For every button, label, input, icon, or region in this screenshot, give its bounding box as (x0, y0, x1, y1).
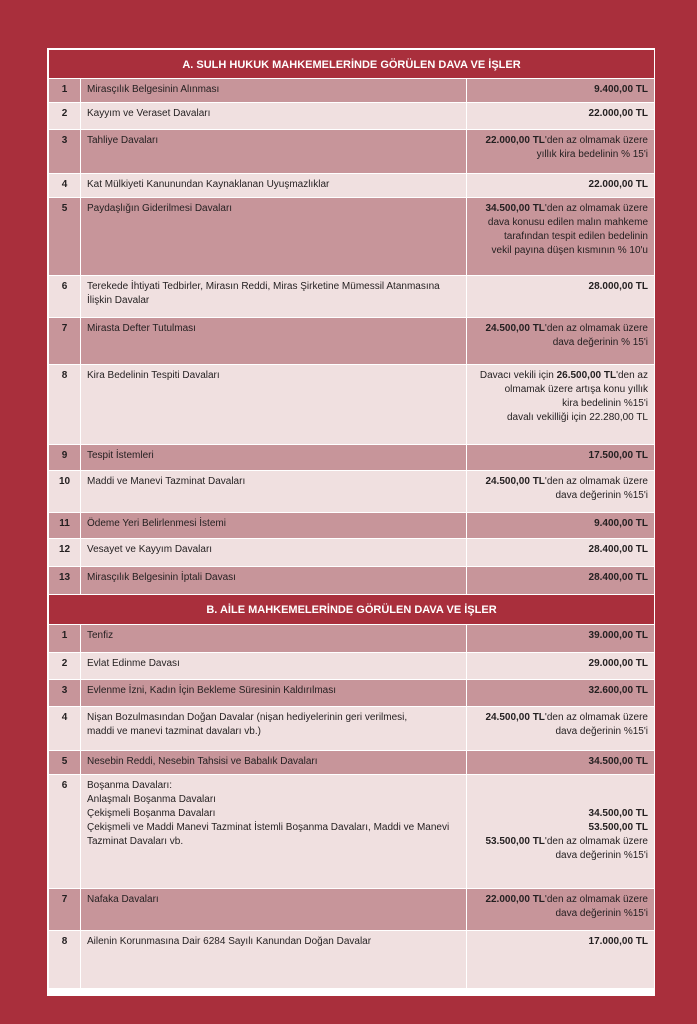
description-line: Vesayet ve Kayyım Davaları (87, 544, 213, 555)
table-row (49, 174, 655, 198)
amount-line (473, 83, 648, 97)
fee-schedule-page (47, 48, 655, 996)
amount-value: 28.000,00 TL (588, 281, 648, 292)
description-line: Nafaka Davaları (87, 894, 159, 905)
table-row (49, 653, 655, 680)
amount-line (473, 411, 648, 425)
table-row (49, 625, 655, 653)
amount-note: vekil payına düşen kısmının % 10'u (491, 245, 648, 256)
amount-line (473, 397, 648, 411)
case-description (81, 79, 467, 103)
row-number: 7 (49, 889, 81, 931)
row-number: 3 (49, 130, 81, 174)
section-title: A. SULH HUKUK MAHKEMELERİNDE GÖRÜLEN DAVA VE İŞLER (49, 50, 655, 79)
amount-line (473, 517, 648, 531)
amount-line (473, 657, 648, 671)
amount-value: 9.400,00 TL (594, 84, 648, 95)
amount-line (473, 755, 648, 769)
amount-value: 29.000,00 TL (588, 658, 648, 669)
table-row (49, 445, 655, 471)
amount-note: dava değerinin %15'i (555, 490, 648, 501)
amount-line (473, 383, 648, 397)
description-line: Anlaşmalı Boşanma Davaları (87, 794, 216, 805)
amount-value: 9.400,00 TL (594, 518, 648, 529)
amount-value: 34.500,00 TL (588, 808, 648, 819)
row-number: 11 (49, 513, 81, 539)
fee-amount (467, 513, 655, 539)
description-line: Nesebin Reddi, Nesebin Tahsisi ve Babalık Davaları (87, 756, 318, 767)
description-line: Boşanma Davaları: (87, 780, 173, 791)
section-header (49, 50, 655, 79)
description-line: Tazminat Davaları vb. (87, 836, 184, 847)
case-description (81, 445, 467, 471)
amount-line (473, 629, 648, 643)
amount-value: 22.000,00 TL (485, 894, 545, 905)
case-description (81, 775, 467, 889)
amount-line (473, 711, 648, 725)
amount-note: 'den az olmamak üzere (544, 203, 648, 214)
description-line: Evlenme İzni, Kadın İçin Bekleme Süresinin Kaldırılması (87, 685, 336, 696)
amount-line (473, 807, 648, 821)
fee-amount (467, 539, 655, 567)
amount-note: tarafından tespit edilen bedelinin (504, 231, 648, 242)
amount-note: dava konusu edilen malın mahkeme (487, 217, 648, 228)
amount-line (473, 336, 648, 350)
amount-value: 24.500,00 TL (485, 476, 545, 487)
table-row (49, 931, 655, 989)
description-line: Evlat Edinme Davası (87, 658, 180, 669)
amount-line (473, 935, 648, 949)
description-line: Terekede İhtiyati Tedbirler, Mirasın Reddi, Miras Şirketine Mümessil Atanmasına (87, 281, 440, 292)
row-number: 7 (49, 318, 81, 365)
table-row (49, 103, 655, 130)
description-line: Ödeme Yeri Belirlenmesi İstemi (87, 518, 226, 529)
table-row (49, 318, 655, 365)
case-description (81, 889, 467, 931)
amount-line (473, 369, 648, 383)
amount-note: yıllık kira bedelinin % 15'i (536, 149, 648, 160)
fee-amount (467, 567, 655, 595)
amount-value: 53.500,00 TL (588, 822, 648, 833)
table-row (49, 751, 655, 775)
amount-line (473, 244, 648, 258)
amount-note: dava değerinin %15'i (555, 726, 648, 737)
description-line: Ailenin Korunmasına Dair 6284 Sayılı Kanundan Doğan Davalar (87, 936, 372, 947)
row-number: 1 (49, 79, 81, 103)
fee-table (48, 49, 655, 989)
fee-amount (467, 931, 655, 989)
fee-amount (467, 318, 655, 365)
amount-line (473, 178, 648, 192)
amount-note: dava değerinin %15'i (555, 850, 648, 861)
amount-line (473, 216, 648, 230)
fee-amount (467, 198, 655, 276)
fee-amount (467, 79, 655, 103)
amount-line (473, 849, 648, 863)
description-line: Mirasçılık Belgesinin Alınması (87, 84, 220, 95)
amount-line (473, 475, 648, 489)
amount-line (473, 148, 648, 162)
description-line: Tespit İstemleri (87, 450, 154, 461)
case-description (81, 365, 467, 445)
description-line: maddi ve manevi tazminat davaları vb.) (87, 726, 261, 737)
fee-amount (467, 471, 655, 513)
description-line: Mirasçılık Belgesinin İptali Davası (87, 572, 236, 583)
amount-note: 'den az olmamak üzere (544, 836, 648, 847)
row-number: 3 (49, 680, 81, 707)
case-description (81, 707, 467, 751)
amount-note: Davacı vekili için (479, 370, 557, 381)
amount-value: 22.000,00 TL (485, 135, 545, 146)
description-line: Çekişmeli Boşanma Davaları (87, 808, 216, 819)
fee-amount (467, 103, 655, 130)
description-line: Tenfiz (87, 630, 114, 641)
case-description (81, 513, 467, 539)
row-number: 9 (49, 445, 81, 471)
table-row (49, 513, 655, 539)
row-number: 1 (49, 625, 81, 653)
case-description (81, 130, 467, 174)
case-description (81, 539, 467, 567)
amount-line (473, 893, 648, 907)
amount-value: 24.500,00 TL (485, 712, 545, 723)
description-line: Maddi ve Manevi Tazminat Davaları (87, 476, 246, 487)
fee-amount (467, 775, 655, 889)
amount-line (473, 449, 648, 463)
amount-value: 22.000,00 TL (588, 179, 648, 190)
amount-value: 17.000,00 TL (588, 936, 648, 947)
amount-line (473, 779, 648, 793)
case-description (81, 625, 467, 653)
table-row (49, 539, 655, 567)
row-number: 5 (49, 751, 81, 775)
amount-note: kira bedelinin %15'i (562, 398, 648, 409)
table-row (49, 775, 655, 889)
table-row (49, 130, 655, 174)
case-description (81, 751, 467, 775)
case-description (81, 471, 467, 513)
description-line: Kira Bedelinin Tespiti Davaları (87, 370, 220, 381)
amount-line (473, 725, 648, 739)
case-description (81, 276, 467, 318)
amount-value: 24.500,00 TL (485, 323, 545, 334)
amount-value: 34.500,00 TL (588, 756, 648, 767)
table-row (49, 276, 655, 318)
description-line: Nişan Bozulmasından Doğan Davalar (nişan hediyelerinin geri verilmesi, (87, 712, 408, 723)
amount-value: 26.500,00 TL (556, 370, 617, 381)
fee-amount (467, 625, 655, 653)
amount-line (473, 134, 648, 148)
amount-line (473, 322, 648, 336)
amount-note: 'den az olmamak üzere (544, 476, 648, 487)
amount-value: 28.400,00 TL (588, 544, 648, 555)
amount-value: 17.500,00 TL (588, 450, 648, 461)
amount-note: 'den az olmamak üzere (544, 135, 648, 146)
row-number: 8 (49, 365, 81, 445)
description-line: Kayyım ve Veraset Davaları (87, 108, 211, 119)
case-description (81, 653, 467, 680)
table-row (49, 707, 655, 751)
amount-value: 28.400,00 TL (588, 572, 648, 583)
amount-value: 39.000,00 TL (588, 630, 648, 641)
amount-line (473, 202, 648, 216)
description-line: Paydaşlığın Giderilmesi Davaları (87, 203, 233, 214)
description-line: Mirasta Defter Tutulması (87, 323, 196, 334)
fee-amount (467, 751, 655, 775)
row-number: 10 (49, 471, 81, 513)
row-number: 6 (49, 775, 81, 889)
amount-note: 'den az olmamak üzere (544, 712, 648, 723)
amount-note: 'den az olmamak üzere (544, 323, 648, 334)
description-line: Çekişmeli ve Maddi Manevi Tazminat İstemli Boşanma Davaları, Maddi ve Manevi (87, 822, 450, 833)
amount-value: 22.000,00 TL (588, 108, 648, 119)
row-number: 5 (49, 198, 81, 276)
case-description (81, 567, 467, 595)
table-row (49, 471, 655, 513)
fee-amount (467, 680, 655, 707)
row-number: 6 (49, 276, 81, 318)
amount-line (473, 684, 648, 698)
amount-line (473, 543, 648, 557)
table-row (49, 680, 655, 707)
fee-amount (467, 130, 655, 174)
table-row (49, 567, 655, 595)
amount-note: dava değerinin % 15'i (552, 337, 648, 348)
case-description (81, 103, 467, 130)
amount-line (473, 907, 648, 921)
amount-note: dava değerinin %15'i (555, 908, 648, 919)
table-row (49, 79, 655, 103)
table-row (49, 198, 655, 276)
amount-note: 'den az (616, 370, 648, 381)
description-line: Kat Mülkiyeti Kanunundan Kaynaklanan Uyuşmazlıklar (87, 179, 330, 190)
amount-line (473, 793, 648, 807)
amount-line (473, 821, 648, 835)
fee-amount (467, 445, 655, 471)
fee-amount (467, 707, 655, 751)
case-description (81, 198, 467, 276)
row-number: 4 (49, 174, 81, 198)
row-number: 12 (49, 539, 81, 567)
amount-line (473, 571, 648, 585)
amount-value: 34.500,00 TL (485, 203, 545, 214)
row-number: 2 (49, 653, 81, 680)
amount-line (473, 230, 648, 244)
amount-line (473, 835, 648, 849)
amount-line (473, 489, 648, 503)
description-line: Tahliye Davaları (87, 135, 159, 146)
fee-amount (467, 365, 655, 445)
row-number: 2 (49, 103, 81, 130)
section-header (49, 595, 655, 625)
case-description (81, 318, 467, 365)
amount-note: olmamak üzere artışa konu yıllık (504, 384, 648, 395)
fee-amount (467, 889, 655, 931)
amount-value: 32.600,00 TL (588, 685, 648, 696)
amount-note: 'den az olmamak üzere (544, 894, 648, 905)
amount-line (473, 107, 648, 121)
case-description (81, 931, 467, 989)
amount-note: davalı vekilliği için 22.280,00 TL (506, 412, 648, 423)
amount-value: 53.500,00 TL (485, 836, 545, 847)
fee-amount (467, 276, 655, 318)
case-description (81, 680, 467, 707)
case-description (81, 174, 467, 198)
section-title: B. AİLE MAHKEMELERİNDE GÖRÜLEN DAVA VE İŞLER (49, 595, 655, 625)
fee-amount (467, 653, 655, 680)
fee-amount (467, 174, 655, 198)
description-line: İlişkin Davalar (87, 295, 150, 306)
amount-line (473, 280, 648, 294)
row-number: 8 (49, 931, 81, 989)
table-row (49, 889, 655, 931)
row-number: 13 (49, 567, 81, 595)
row-number: 4 (49, 707, 81, 751)
table-row (49, 365, 655, 445)
